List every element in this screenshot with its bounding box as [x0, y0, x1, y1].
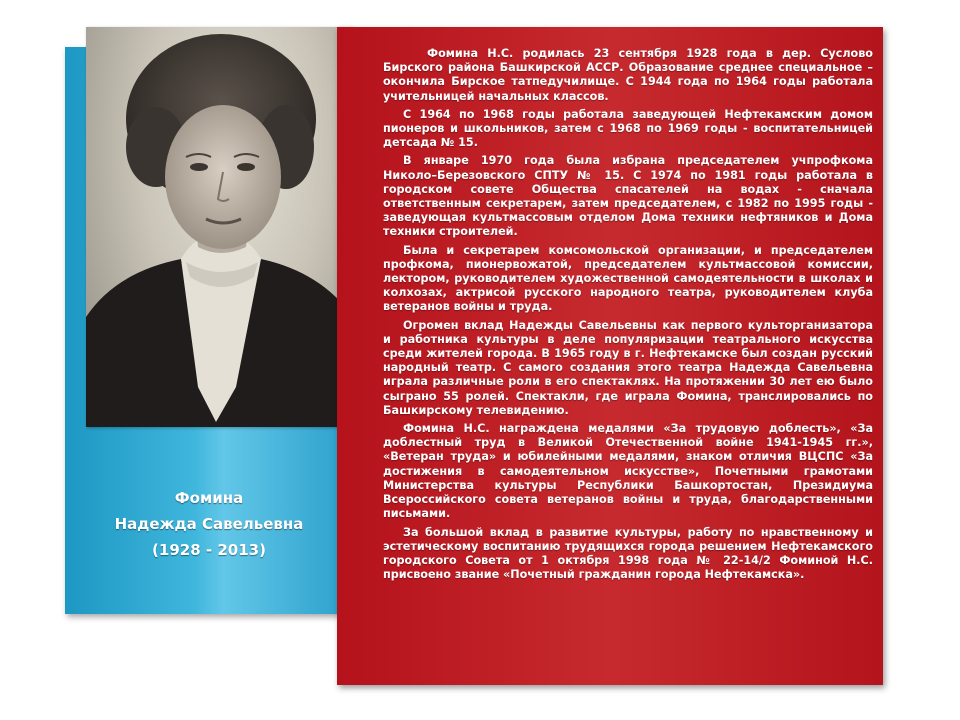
portrait-illustration	[86, 27, 353, 427]
biography-text	[383, 47, 873, 586]
biography-panel	[337, 27, 883, 685]
person-surname: Фомина	[174, 489, 244, 507]
biography-paragraph: Фомина Н.С. родилась 23 сентября 1928 года в дер. Суслово Бирского района Башкирской АССР. Образование среднее специальное – окончила Бирское татпедучилище. С 1944 года по 1964 годы работала учительницей начальных классов.	[383, 47, 873, 103]
biography-paragraph: Была и секретарем комсомольской организации, и председателем профкома, пионервожатой, председателем культмассовой комиссии, лектором, руководителем художественной самодеятельности в школах и колхозах, актрисой русского народного театра, руководителем клуба ветеранов войны и труда.	[383, 243, 873, 314]
biography-paragraph: С 1964 по 1968 годы работала заведующей Нефтекамским домом пионеров и школьников, затем с 1968 по 1969 годы - воспитательницей детсада № 15.	[383, 107, 873, 150]
biography-paragraph: В январе 1970 года была избрана председателем учпрофкома Николо–Березовского СПТУ № 15. С 1974 по 1981 годы работала в городском совете Общества спасателей на водах - сначала ответственным секретарем, затем председателем, с 1982 по 1995 годы - заведующая культмассовым отделом Дома техники нефтяников и Дома техники строителей.	[383, 154, 873, 239]
biography-paragraph: За большой вклад в развитие культуры, работу по нравственному и эстетическому воспитанию трудящихся города решением Нефтекамского городского Совета от 1 октября 1998 года № 22-14/2 Фоминой Н.С. присвоено звание «Почетный гражданин города Нефтекамска».	[383, 525, 873, 582]
person-given-names: Надежда Савельевна	[114, 515, 304, 533]
biography-paragraph: Огромен вклад Надежды Савельевны как первого культорганизатора и работника культуры в деле популяризации театрального искусства среди жителей города. В 1965 году в г. Нефтекамске был создан русский народный театр. С самого создания этого театра Надежда Савельевна играла различные роли в его спектаклях. На протяжении 30 лет ею было сыграно 55 ролей. Спектакли, где играла Фомина, транслировались по Башкирскому телевидению.	[383, 318, 873, 417]
name-block	[65, 485, 353, 563]
biography-paragraph: Фомина Н.С. награждена медалями «За трудовую доблесть», «За доблестный труд в Великой Отечественной войне 1941-1945 гг.», «Ветеран труда» и юбилейными медалями, знаком отличия ВЦСПС «За достижения в самодеятельном искусстве», Почетными грамотами Министерства культуры Республики Башкортостан, Президиума Всероссийского совета ветеранов войны и труда, благодарственными письмами.	[383, 422, 873, 521]
portrait-photo	[86, 27, 353, 427]
person-years: (1928 - 2013)	[152, 541, 266, 559]
